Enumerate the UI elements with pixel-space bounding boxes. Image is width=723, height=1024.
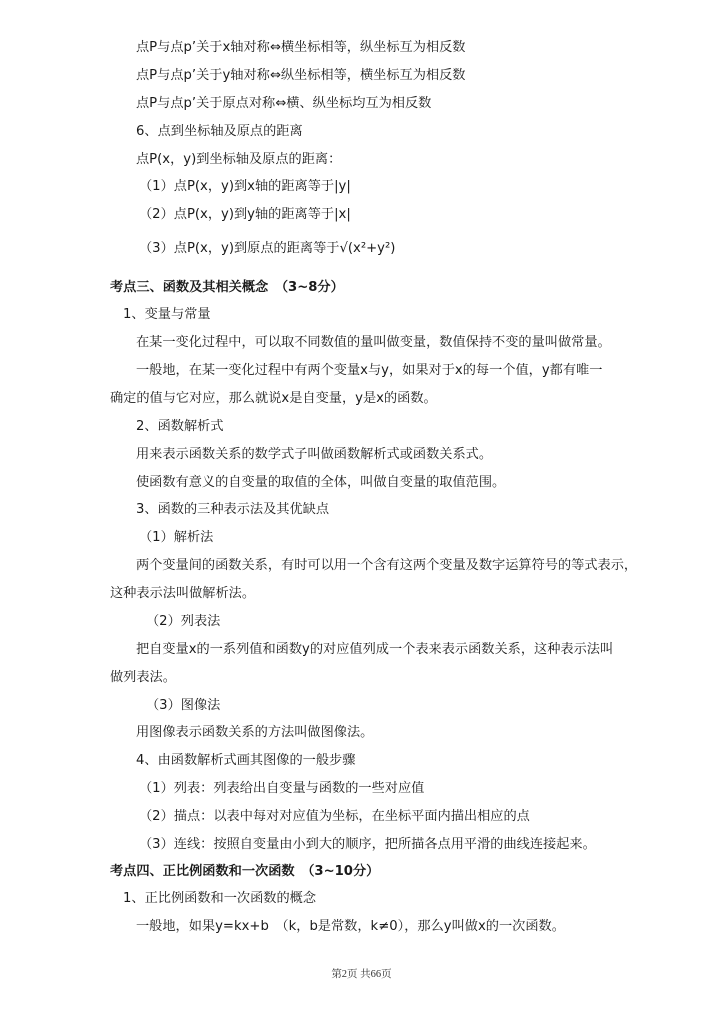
section-heading: 1、正比例函数和一次函数的概念: [123, 891, 317, 906]
list-item: （3）连线：按照自变量由小到大的顺序，把所描各点用平滑的曲线连接起来。: [139, 837, 596, 852]
text-line: 确定的值与它对应，那么就说x是自变量，y是x的函数。: [110, 391, 437, 406]
text-line: 点P与点p’关于y轴对称⇔纵坐标相等，横坐标互为相反数: [136, 68, 466, 83]
list-item: （3）点P(x，y)到原点的距离等于√(x²+y²): [139, 241, 396, 256]
section-heading: 6、点到坐标轴及原点的距离: [136, 124, 303, 139]
list-item: （3）图像法: [146, 698, 221, 713]
text-line: 用图像表示函数关系的方法叫做图像法。: [136, 725, 374, 740]
text-line: 这种表示法叫做解析法。: [110, 586, 256, 601]
list-item: （2）描点：以表中每对对应值为坐标，在坐标平面内描出相应的点: [139, 809, 530, 824]
list-item: （2）列表法: [146, 614, 221, 629]
list-item: （1）解析法: [139, 530, 214, 545]
list-item: （1）点P(x，y)到x轴的距离等于|y|: [139, 179, 351, 194]
text-line: 点P(x，y)到坐标轴及原点的距离：: [136, 152, 342, 167]
text-line: 使函数有意义的自变量的取值的全体，叫做自变量的取值范围。: [136, 475, 506, 490]
section-heading: 2、函数解析式: [136, 419, 224, 434]
text-line: 一般地，在某一变化过程中有两个变量x与y，如果对于x的每一个值，y都有唯一: [136, 363, 603, 378]
text-line: 点P与点p’关于原点对称⇔横、纵坐标均互为相反数: [136, 96, 432, 111]
text-line: 做列表法。: [110, 670, 176, 685]
topic-heading: 考点三、函数及其相关概念 （3~8分）: [110, 280, 344, 295]
text-line: 在某一变化过程中，可以取不同数值的量叫做变量，数值保持不变的量叫做常量。: [136, 335, 611, 350]
topic-heading: 考点四、正比例函数和一次函数 （3~10分）: [110, 864, 380, 879]
text-line: 点P与点p’关于x轴对称⇔横坐标相等，纵坐标互为相反数: [136, 40, 466, 55]
section-heading: 1、变量与常量: [123, 307, 211, 322]
text-line: 一般地，如果y=kx+b （k，b是常数，k≠0），那么y叫做x的一次函数。: [136, 919, 565, 934]
list-item: （1）列表：列表给出自变量与函数的一些对应值: [139, 781, 425, 796]
section-heading: 4、由函数解析式画其图像的一般步骤: [136, 753, 356, 768]
section-heading: 3、函数的三种表示法及其优缺点: [136, 502, 330, 517]
page-footer: 第2页 共66页: [331, 969, 392, 980]
text-line: 把自变量x的一系列值和函数y的对应值列成一个表来表示函数关系，这种表示法叫: [136, 642, 614, 657]
text-line: 用来表示函数关系的数学式子叫做函数解析式或函数关系式。: [136, 447, 493, 462]
text-line: 两个变量间的函数关系，有时可以用一个含有这两个变量及数字运算符号的等式表示，: [136, 558, 638, 573]
list-item: （2）点P(x，y)到y轴的距离等于|x|: [139, 207, 351, 222]
